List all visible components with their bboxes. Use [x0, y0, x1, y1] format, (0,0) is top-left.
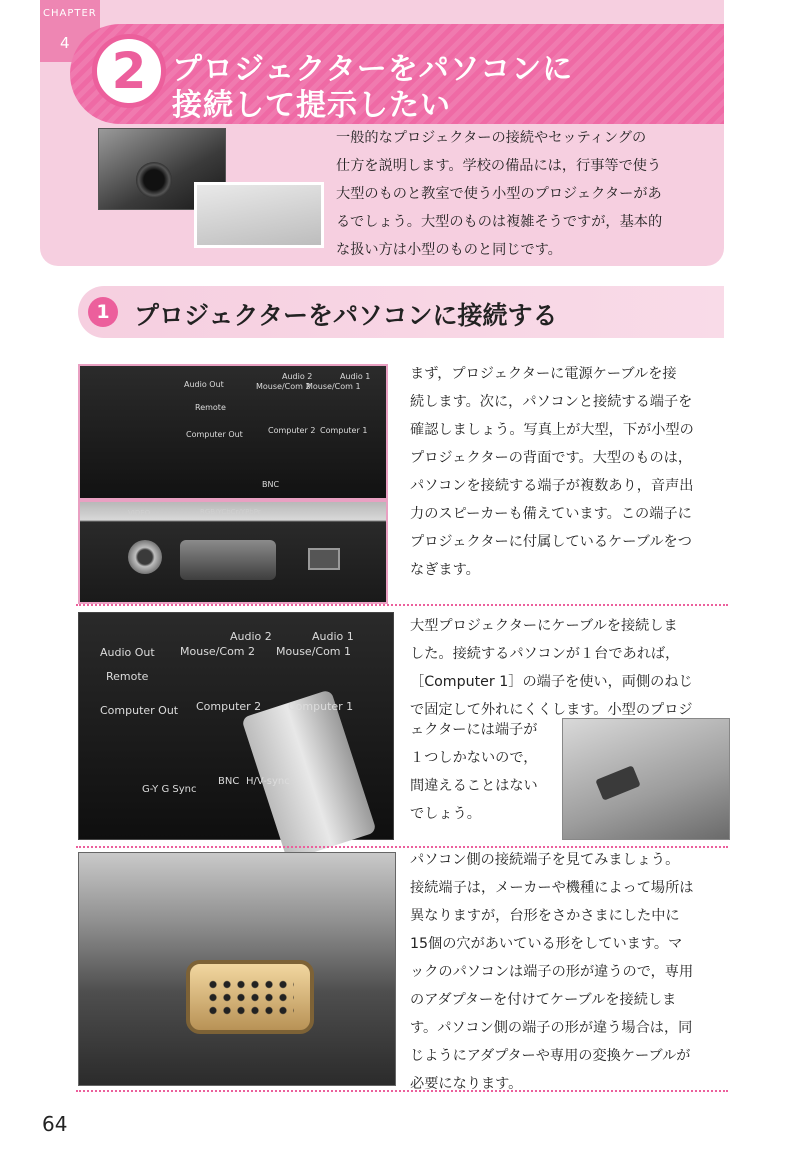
- text-line: 異なりますが，台形をさかさまにした中に: [410, 908, 680, 924]
- port-label: Audio Out: [184, 380, 224, 389]
- port-label: Audio 2: [230, 630, 272, 643]
- text-line: す。パソコン側の端子の形が違う場合は，同: [410, 1020, 693, 1036]
- text-line: パソコンを接続する端子が複数あり，音声出: [410, 478, 694, 494]
- port-label: Remote: [106, 670, 149, 683]
- port-label: Computer Out: [100, 704, 179, 717]
- port-label: Computer 1: [288, 700, 354, 713]
- text-line: 接続端子は，メーカーや機種によって場所は: [410, 880, 694, 896]
- text-line: １つしかないので，: [410, 750, 538, 766]
- section-number: 1: [96, 301, 110, 323]
- text-line: ェクターには端子が: [410, 722, 538, 738]
- block3-paragraph: [410, 846, 728, 1098]
- port-label: H/V-sync: [246, 776, 290, 787]
- text-line: ックのパソコンは端子の形が違うので，専用: [410, 964, 694, 980]
- text-line: じようにアダプターや専用の変換ケーブルが: [410, 1048, 691, 1064]
- text-line: 15個の穴があいている形をしています。マ: [410, 936, 683, 952]
- intro-line: な扱い方は小型のものと同じです。: [336, 242, 562, 258]
- port-label: Mouse/Com 2: [180, 645, 256, 658]
- text-line: した。接続するパソコンが１台であれば，: [410, 646, 680, 662]
- port-label: Computer Out: [186, 430, 243, 439]
- port-label: BNC: [218, 776, 240, 787]
- port-label: Mouse/Com 1: [276, 645, 352, 658]
- projector-photo-small: [194, 182, 324, 248]
- vga-cable-photo: [562, 718, 730, 840]
- text-line: プロジェクターの背面です。大型のものは，: [410, 450, 693, 466]
- port-label: Computer 2: [268, 426, 316, 435]
- page-title-line-2: 接続して提示したい: [172, 88, 451, 123]
- block1-paragraph: [410, 360, 728, 584]
- port-label: Audio Out: [100, 646, 155, 659]
- text-line: 確認しましょう。写真上が大型，下が小型の: [410, 422, 694, 438]
- page-title-line-1: プロジェクターをパソコンに: [172, 52, 574, 87]
- text-line: 大型プロジェクターにケーブルを接続しま: [410, 618, 678, 634]
- port-label: VIDEO: [128, 509, 151, 517]
- title-number: 2: [111, 42, 147, 100]
- text-line: で固定して外れにくくします。小型のプロジ: [410, 702, 693, 718]
- port-label: RGB/YCbCr/YPbPr: [200, 508, 261, 516]
- intro-paragraph: [336, 124, 712, 264]
- port-label: Mouse/Com 2: [256, 382, 311, 391]
- port-label: Computer 2: [196, 700, 262, 713]
- text-line: まず，プロジェクターに電源ケーブルを接: [410, 366, 677, 382]
- text-line: 力のスピーカーも備えています。この端子に: [410, 506, 692, 522]
- text-line: 必要になります。: [410, 1076, 523, 1092]
- port-label: Audio 1: [340, 372, 371, 381]
- block2-paragraph: [410, 612, 728, 724]
- dotted-divider: [76, 604, 728, 606]
- usb-port-image: [308, 548, 340, 570]
- port-label: BNC: [262, 480, 280, 489]
- text-line: 間違えることはない: [410, 778, 538, 794]
- text-line: のアダプターを付けてケーブルを接続しま: [410, 992, 677, 1008]
- port-label: Mouse/Com 1: [306, 382, 361, 391]
- section-title: プロジェクターをパソコンに接続する: [134, 301, 558, 330]
- vga-pin-holes: [206, 978, 294, 1018]
- text-line: 続します。次に，パソコンと接続する端子を: [410, 394, 693, 410]
- chapter-number: 4: [60, 34, 70, 52]
- block2-paragraph-narrow: [410, 716, 560, 828]
- intro-line: 仕方を説明します。学校の備品には，行事等で使う: [336, 158, 662, 174]
- vga-port-image: [180, 540, 276, 580]
- port-label: Computer 1: [320, 426, 368, 435]
- page-number: 64: [42, 1112, 68, 1136]
- dotted-divider: [76, 1090, 728, 1092]
- text-line: ［Computer 1］の端子を使い，両側のねじ: [410, 674, 693, 690]
- port-label: G-Y G Sync: [142, 784, 197, 795]
- intro-line: 一般的なプロジェクターの接続やセッティングの: [336, 130, 647, 146]
- text-line: でしょう。: [410, 806, 481, 822]
- intro-line: 大型のものと教室で使う小型のプロジェクターがあ: [336, 186, 662, 202]
- port-label: Audio 1: [312, 630, 354, 643]
- video-jack-image: [128, 540, 162, 574]
- projector-lens-image: [136, 162, 172, 198]
- text-line: なぎます。: [410, 562, 480, 578]
- text-line: パソコン側の接続端子を見てみましょう。: [410, 852, 680, 868]
- intro-line: るでしょう。大型のものは複雑そうですが，基本的: [336, 214, 663, 230]
- port-label: Remote: [195, 403, 226, 412]
- chapter-label: CHAPTER: [43, 8, 97, 19]
- text-line: プロジェクターに付属しているケーブルをつ: [410, 534, 692, 550]
- port-label: Audio 2: [282, 372, 313, 381]
